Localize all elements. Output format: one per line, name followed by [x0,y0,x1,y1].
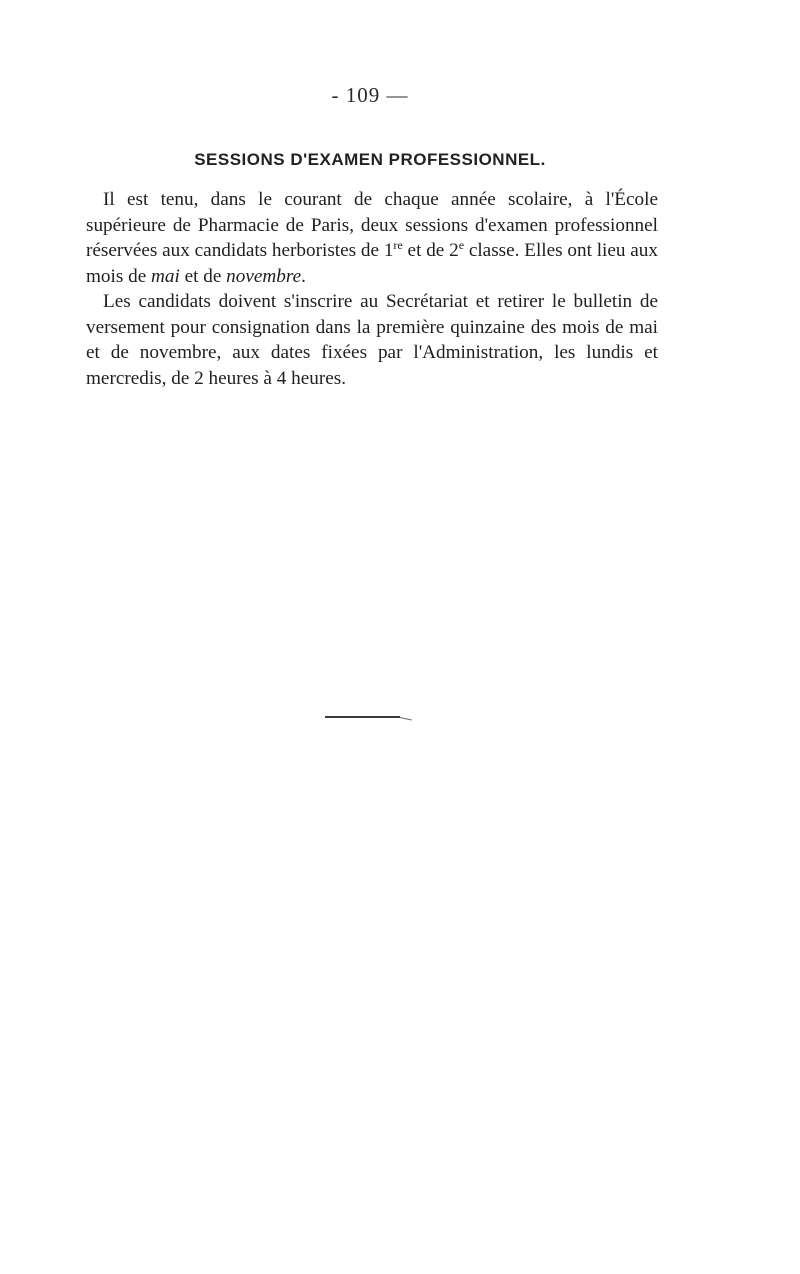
month-may: mai [151,265,180,287]
end-of-section-rule [325,716,400,718]
ordinal-suffix-second: e [458,238,465,252]
ordinal-suffix-first: re [393,238,403,252]
paragraph-1-text-c: classe. Elles ont lieu aux mois de [86,240,658,287]
paragraph-1-text-b: et de 2 [402,240,459,261]
paragraph-1-text-e: . [301,265,306,287]
paragraph-registration: Les candidats doivent s'inscrire au Secrétariat et retirer le bulletin de versement pour consignation dans la première quinzaine des mois de mai et de novembre, aux dates fixées par l'Administration, les lundis et mercredis, de 2 heures à 4 heures. [86,291,658,389]
paragraph-1-text-a: Il est tenu, dans le courant de chaque année scolaire, à l'École supérieure de Pharmacie de Paris, deux sessions d'examen professionnel réservées aux candidats herboristes de 1 [86,189,658,261]
section-title: SESSIONS D'EXAMEN PROFESSIONNEL. [194,150,546,169]
month-november: novembre [226,265,302,287]
paragraph-1-text-d: et de [179,265,227,287]
body-text [86,187,658,391]
page-number: - 109 — [331,83,409,107]
paragraph-sessions [86,187,658,289]
